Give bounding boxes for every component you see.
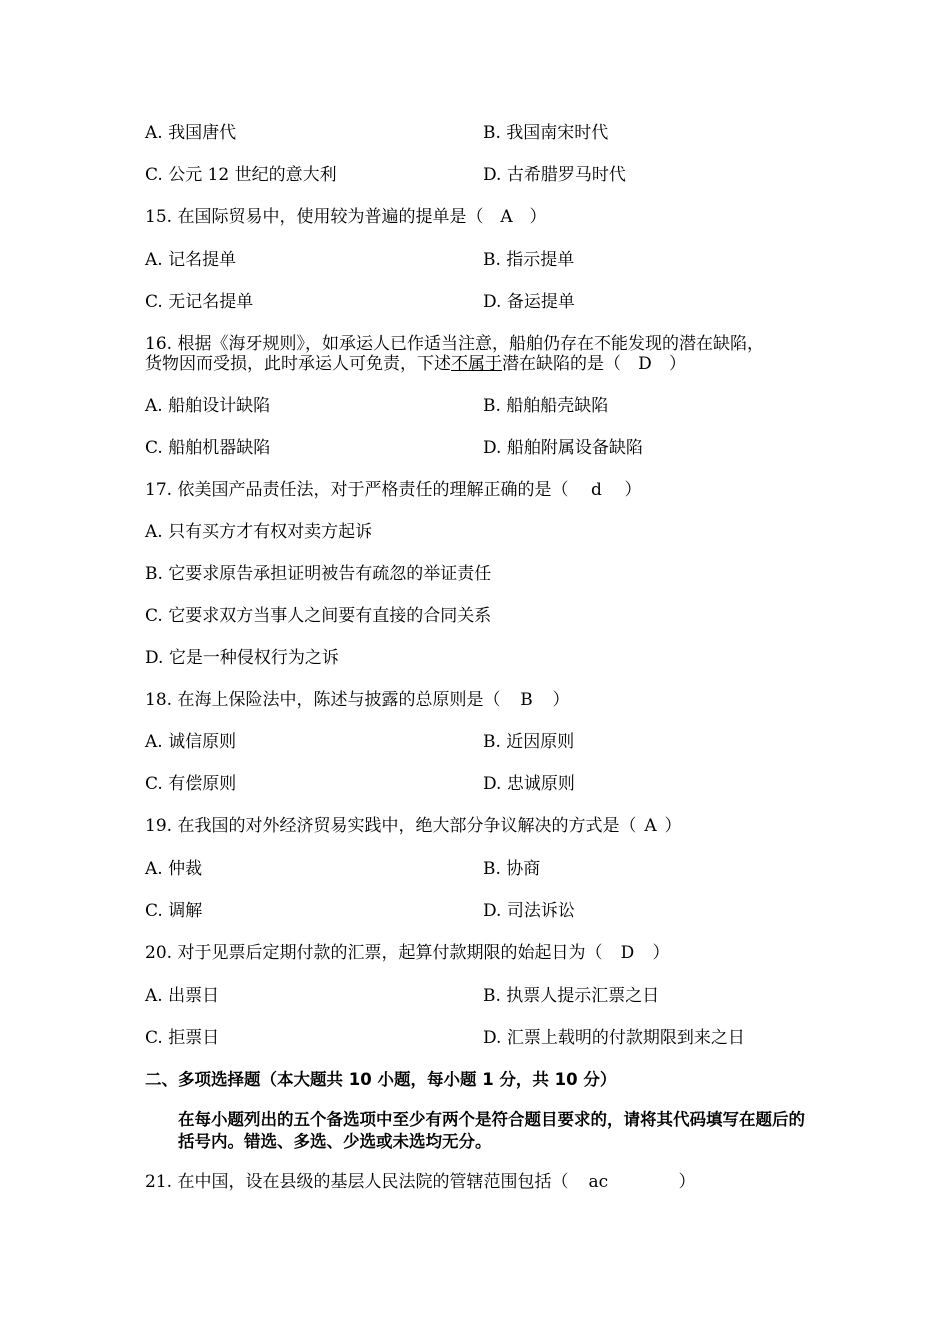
q18-stem-text: 18. 在海上保险法中，陈述与披露的总原则是（	[145, 690, 501, 710]
q18-answer: B	[520, 690, 533, 710]
q16-stem-pre: 货物因而受损，此时承运人可免责，下述	[145, 354, 451, 374]
q16-stem-line2	[145, 352, 686, 376]
q20-answer: D	[620, 943, 635, 963]
q17-option-d: D. 它是一种侵权行为之诉	[145, 648, 339, 668]
q14-option-d: D. 古希腊罗马时代	[483, 165, 626, 185]
q16-option-d: D. 船舶附属设备缺陷	[483, 438, 643, 458]
q19-option-b: B. 协商	[483, 859, 541, 879]
q16-option-b: B. 船舶船壳缺陷	[483, 396, 609, 416]
q18-close-paren: ）	[552, 690, 570, 710]
q19-stem	[145, 814, 681, 838]
q15-close-paren: ）	[529, 207, 547, 227]
q18-option-d: D. 忠诚原则	[483, 774, 575, 794]
q15-option-c: C. 无记名提单	[145, 292, 254, 312]
q17-stem-text: 17. 依美国产品责任法，对于严格责任的理解正确的是（	[145, 480, 569, 500]
q18-option-b: B. 近因原则	[483, 732, 575, 752]
q16-answer: D	[638, 354, 652, 374]
q21-answer: ac	[588, 1172, 609, 1192]
q19-answer: A	[644, 816, 657, 836]
q21-stem-text: 21. 在中国，设在县级的基层人民法院的管辖范围包括（	[145, 1172, 569, 1192]
q14-option-b: B. 我国南宋时代	[483, 123, 609, 143]
q20-option-a: A. 出票日	[145, 986, 220, 1006]
q18-stem	[145, 688, 569, 712]
q19-stem-text: 19. 在我国的对外经济贸易实践中，绝大部分争议解决的方式是（	[145, 816, 637, 836]
q15-option-a: A. 记名提单	[145, 250, 237, 270]
q21-close-paren: ）	[678, 1172, 696, 1192]
q15-option-d: D. 备运提单	[483, 292, 575, 312]
q20-option-d: D. 汇票上载明的付款期限到来之日	[483, 1028, 745, 1048]
q15-stem	[145, 205, 546, 229]
q19-option-c: C. 调解	[145, 901, 203, 921]
q16-stem-post: 潜在缺陷的是（	[502, 354, 621, 374]
q18-option-a: A. 诚信原则	[145, 732, 237, 752]
q19-close-paren: ）	[664, 816, 682, 836]
q17-close-paren: ）	[624, 480, 642, 500]
q15-answer: A	[500, 207, 513, 227]
section-2-instruction: 在每小题列出的五个备选项中至少有两个是符合题目要求的，请将其代码填写在题后的括号内。错选、多选、少选或未选均无分。	[178, 1110, 805, 1151]
q16-stem-underline: 不属于	[451, 354, 502, 374]
q16-close-paren: ）	[669, 354, 686, 374]
q16-option-a: A. 船舶设计缺陷	[145, 396, 271, 416]
section-2-heading: 二、多项选择题（本大题共 10 小题，每小题 1 分，共 10 分）	[145, 1070, 617, 1089]
q15-stem-text: 15. 在国际贸易中，使用较为普遍的提单是（	[145, 207, 484, 227]
q16-option-c: C. 船舶机器缺陷	[145, 438, 271, 458]
q20-option-b: B. 执票人提示汇票之日	[483, 986, 660, 1006]
q21-stem	[145, 1170, 695, 1194]
q17-option-b: B. 它要求原告承担证明被告有疏忽的举证责任	[145, 564, 492, 584]
q20-option-c: C. 拒票日	[145, 1028, 220, 1048]
q20-stem	[145, 941, 669, 965]
q18-option-c: C. 有偿原则	[145, 774, 237, 794]
q20-stem-text: 20. 对于见票后定期付款的汇票，起算付款期限的始起日为（	[145, 943, 603, 963]
q19-option-a: A. 仲裁	[145, 859, 203, 879]
q16-stem-line1: 16. 根据《海牙规则》，如承运人已作适当注意，船舶仍存在不能发现的潜在缺陷，	[145, 334, 764, 354]
q19-option-d: D. 司法诉讼	[483, 901, 575, 921]
q20-close-paren: ）	[652, 943, 670, 963]
q14-option-c: C. 公元 12 世纪的意大利	[145, 165, 337, 185]
q17-stem	[145, 478, 641, 502]
q17-option-c: C. 它要求双方当事人之间要有直接的合同关系	[145, 606, 492, 626]
q17-answer: d	[591, 480, 602, 500]
q14-option-a: A. 我国唐代	[145, 123, 237, 143]
q17-option-a: A. 只有买方才有权对卖方起诉	[145, 522, 373, 542]
q15-option-b: B. 指示提单	[483, 250, 575, 270]
